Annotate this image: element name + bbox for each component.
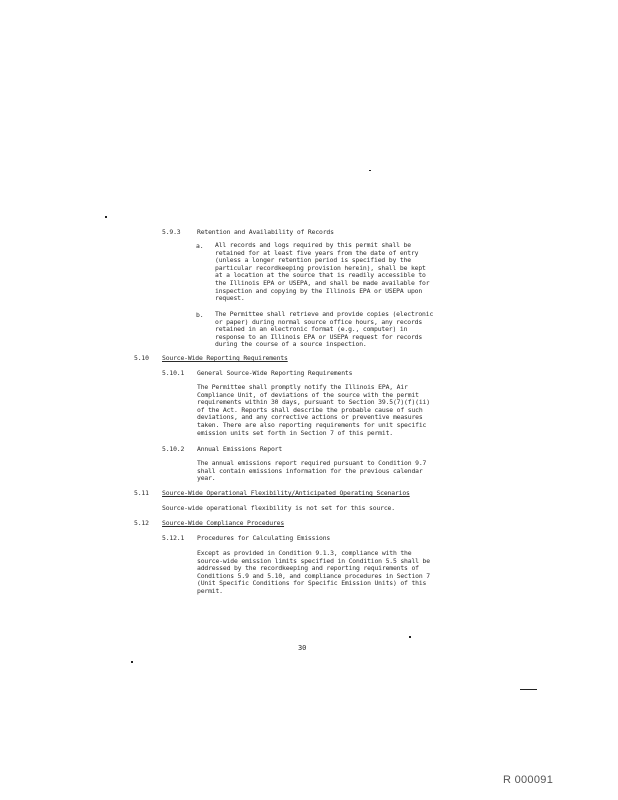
subsection-number: 5.10.2 — [162, 445, 185, 453]
item-paragraph: All records and logs required by this permit shall be retained for at least five years from the date of entry (unless a longer retention period is specified by the particular recordkeeping provision herein), shall be kept at a location at the source that is readily accessible to the Illinois EPA or USEPA, and shall be made available for inspection and copying by the Illinois EPA or USEPA upon request. — [215, 241, 430, 303]
section-heading: Source-Wide Reporting Requirements — [162, 354, 288, 362]
subsection-heading: Annual Emissions Report — [197, 445, 283, 453]
item-label: b. — [196, 311, 204, 319]
section-number: 5.11 — [134, 489, 149, 497]
subsection-paragraph: Except as provided in Condition 9.1.3, compliance with the source-wide emission limits specified in Condition 5.5 shall be addressed by the recordkeeping and reporting requirements of Conditions 5.9 and 5.10, and compliance procedures in Section 7 (Unit Specific Conditions for Specific Emission Units) of this permit. — [197, 549, 430, 595]
subsection-paragraph: The annual emissions report required pursuant to Condition 9.7 shall contain emissions information for the previous calendar year. — [197, 459, 427, 483]
scan-speck — [131, 661, 133, 663]
section-heading: Source-Wide Compliance Procedures — [162, 519, 285, 527]
subsection-heading: Procedures for Calculating Emissions — [197, 534, 331, 542]
subsection-paragraph: The Permittee shall promptly notify the Illinois EPA, Air Compliance Unit, of deviations of the source with the permit requirements within 30 days, pursuant to Section 39.5(7)(f)(ii) of the Act. Reports shall describe the probable cause of such deviations, and any corrective actions or preventive measures taken. There are also reporting requirements for unit specific emission units set forth in Section 7 of this permit. — [197, 383, 430, 437]
item-label: a. — [196, 242, 204, 250]
section-heading: Retention and Availability of Records — [197, 228, 334, 236]
bates-stamp: R 000091 — [503, 774, 554, 786]
scan-speck — [409, 636, 411, 638]
subsection-heading: General Source-Wide Reporting Requirements — [197, 369, 353, 377]
scan-speck — [105, 216, 107, 218]
subsection-number: 5.12.1 — [162, 534, 185, 542]
section-paragraph: Source-wide operational flexibility is not set for this source. — [162, 504, 395, 512]
section-heading: Source-Wide Operational Flexibility/Anticipated Operating Scenarios — [162, 489, 410, 497]
section-number: 5.12 — [134, 519, 149, 527]
section-number: 5.10 — [134, 354, 149, 362]
page-number: 30 — [298, 644, 307, 652]
item-paragraph: The Permittee shall retrieve and provide copies (electronic or paper) during normal source office hours, any records retained in an electronic format (e.g., computer) in response to an Illinois EPA or USEPA request for records during the course of a source inspection. — [215, 310, 434, 349]
scan-edge-mark — [520, 689, 537, 690]
scan-speck — [369, 170, 371, 171]
subsection-number: 5.10.1 — [162, 369, 185, 377]
section-number: 5.9.3 — [162, 228, 181, 236]
